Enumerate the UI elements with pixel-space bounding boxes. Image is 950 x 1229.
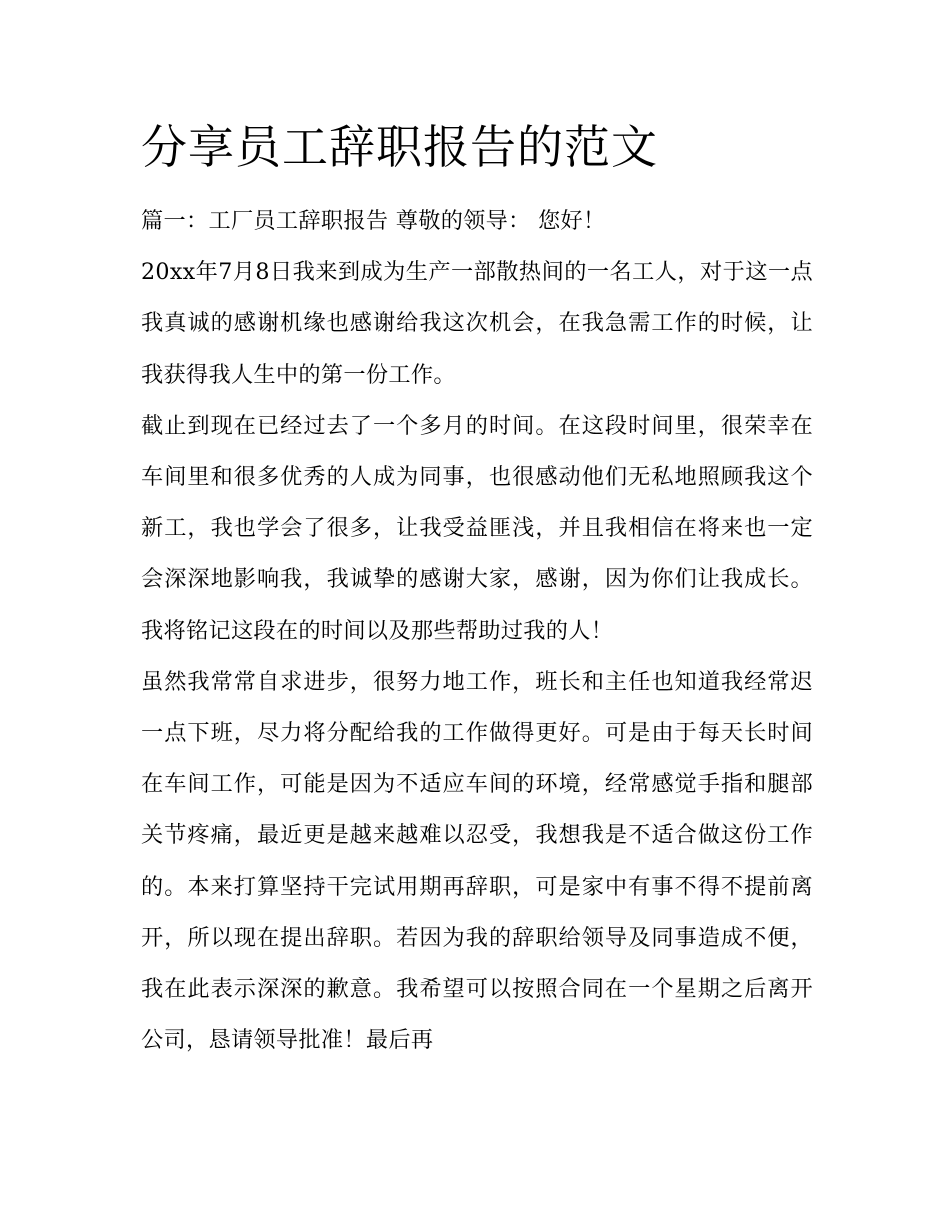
document-title: 分享员工辞职报告的范文 <box>141 120 658 174</box>
paragraph-start-date: 20xx年7月8日我来到成为生产一部散热间的一名工人，对于这一点我真诚的感谢机缘也感谢给我这次机会，在我急需工作的时候，让我获得我人生中的第一份工作。 <box>141 259 813 388</box>
document-body <box>141 196 813 1066</box>
paragraph-resignation-reason: 虽然我常常自求进步，很努力地工作，班长和主任也知道我经常迟一点下班，尽力将分配给我的工作做得更好。可是由于每天长时间在车间工作，可能是因为不适应车间的环境，经常感觉手指和腿部关节疼痛，最近更是越来越难以忍受，我想我是不适合做这份工作的。本来打算坚持干完试用期再辞职，可是家中有事不得不提前离开，所以现在提出辞职。若因为我的辞职给领导及同事造成不便，我在此表示深深的歉意。我希望可以按照合同在一个星期之后离开公司，恳请领导批准！最后再 <box>141 668 813 1054</box>
paragraph-gratitude: 截止到现在已经过去了一个多月的时间。在这段时间里，很荣幸在车间里和很多优秀的人成为同事，也很感动他们无私地照顾我这个新工，我也学会了很多，让我受益匪浅，并且我相信在将来也一定会深深地影响我，我诚挚的感谢大家，感谢，因为你们让我成长。我将铭记这段在的时间以及那些帮助过我的人！ <box>141 412 813 644</box>
paragraph-greeting: 篇一：工厂员工辞职报告 尊敬的领导： 您好！ <box>141 208 606 234</box>
